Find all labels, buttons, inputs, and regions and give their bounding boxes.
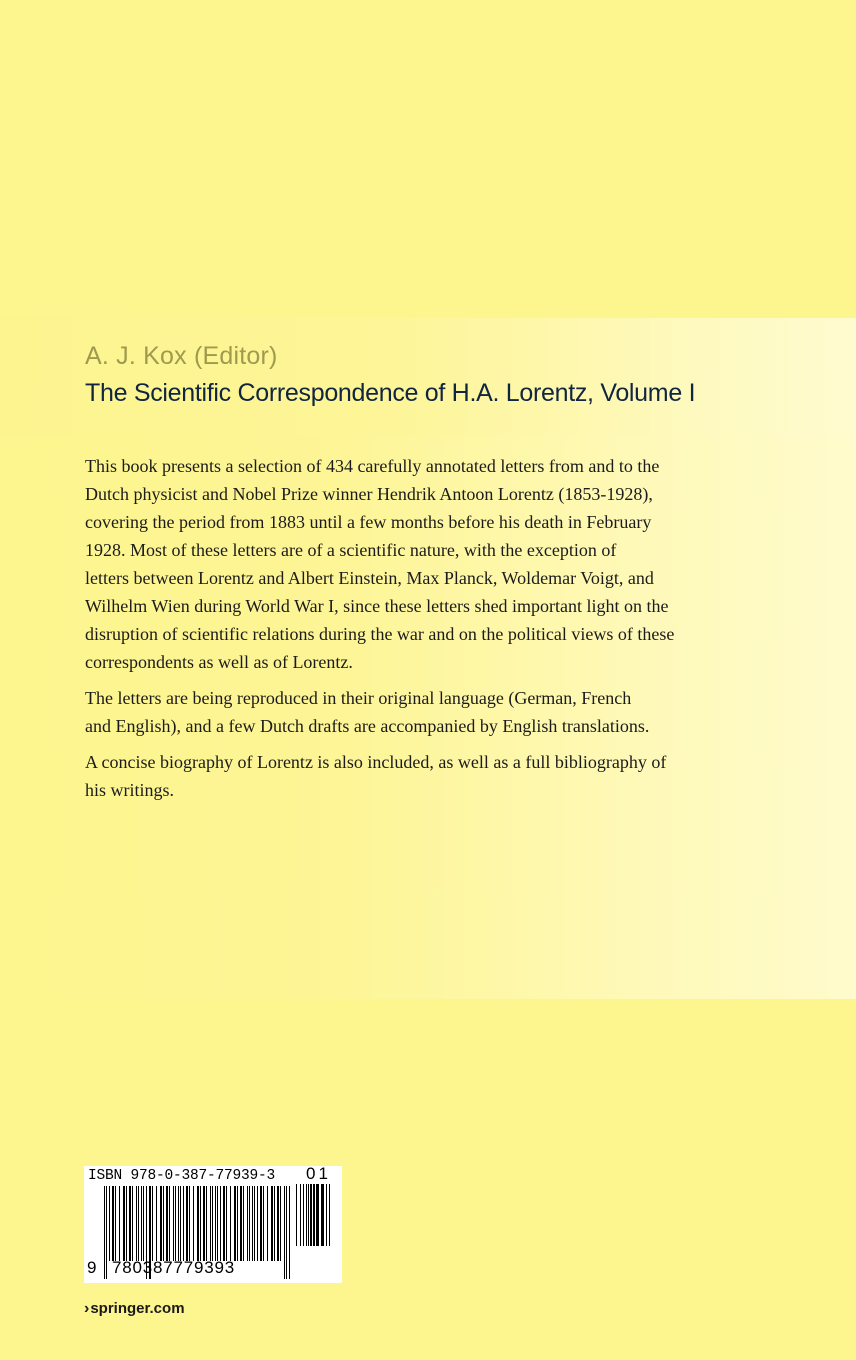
- barcode-digits: 780387779393: [112, 1258, 236, 1277]
- barcode-bar: [109, 1186, 110, 1261]
- barcode-bar: [240, 1186, 242, 1261]
- barcode-bar: [220, 1186, 221, 1261]
- barcode-bar: [316, 1184, 319, 1246]
- barcode-bar: [286, 1186, 287, 1279]
- barcode-bar: [200, 1186, 201, 1261]
- barcode-bar: [203, 1186, 205, 1261]
- barcode-bar: [249, 1186, 250, 1261]
- barcode-bar: [106, 1186, 107, 1279]
- barcode-bar: [300, 1184, 301, 1246]
- header-band: [0, 318, 856, 436]
- description-line: A concise biography of Lorentz is also included, as well as a full bibliography of: [85, 752, 667, 772]
- barcode-bar: [308, 1184, 309, 1246]
- description-line: Wilhelm Wien during World War I, since these letters shed important light on the: [85, 596, 669, 616]
- barcode-bar: [247, 1186, 248, 1261]
- barcode-bar: [234, 1186, 236, 1261]
- barcode-bar: [123, 1186, 125, 1261]
- description-line: Dutch physicist and Nobel Prize winner Hendrik Antoon Lorentz (1853-1928),: [85, 484, 653, 504]
- barcode-bar: [289, 1186, 290, 1279]
- barcode-bar: [230, 1186, 231, 1261]
- barcode-bar: [306, 1184, 307, 1246]
- description-line: This book presents a selection of 434 carefully annotated letters from and to the: [85, 456, 660, 476]
- barcode-first-digit: 9: [87, 1258, 97, 1277]
- description-line: The letters are being reproduced in their original language (German, French: [85, 688, 632, 708]
- barcode-bar: [104, 1186, 105, 1279]
- isbn-label: ISBN 978-0-387-77939-3: [88, 1168, 276, 1184]
- description-paragraph-2: [85, 684, 765, 740]
- barcode-bar: [252, 1186, 253, 1261]
- description-line: letters between Lorentz and Albert Einstein, Max Planck, Woldemar Voigt, and: [85, 568, 654, 588]
- barcode-bar: [173, 1186, 174, 1261]
- barcode-bar: [189, 1186, 190, 1261]
- barcode-bar: [180, 1186, 181, 1261]
- barcode-bar: [136, 1186, 137, 1261]
- barcode-bar: [257, 1186, 258, 1261]
- description-line: and English), and a few Dutch drafts are accompanied by English translations.: [85, 716, 650, 736]
- barcode-bar: [280, 1186, 281, 1261]
- description-line: covering the period from 1883 until a few months before his death in February: [85, 512, 652, 532]
- author-editor: A. J. Kox (Editor): [85, 342, 278, 370]
- barcode-bar: [263, 1186, 264, 1261]
- barcode-bar: [138, 1186, 139, 1261]
- barcode-bar: [126, 1186, 127, 1261]
- description-paragraph-3: [85, 748, 765, 804]
- barcode-bar: [178, 1186, 179, 1261]
- barcode-bar: [212, 1186, 213, 1261]
- description-line: his writings.: [85, 780, 175, 800]
- barcode-bar: [210, 1186, 211, 1261]
- barcode-bar: [310, 1184, 312, 1246]
- barcode-bar: [226, 1186, 227, 1261]
- barcode-bar: [183, 1186, 184, 1261]
- barcode-addon-bars: [296, 1184, 332, 1264]
- barcode-bar: [115, 1186, 116, 1261]
- barcode-bar: [193, 1186, 194, 1261]
- barcode-bar: [169, 1186, 170, 1261]
- barcode-bar: [143, 1186, 144, 1261]
- description-line: 1928. Most of these letters are of a scientific nature, with the exception of: [85, 540, 617, 560]
- barcode-bar: [296, 1184, 297, 1246]
- barcode-bar: [206, 1186, 207, 1261]
- barcode-bar: [284, 1186, 285, 1279]
- barcode-bar: [132, 1186, 133, 1261]
- isbn-barcode: [84, 1166, 342, 1283]
- barcode-bar: [186, 1186, 188, 1261]
- barcode-bar: [274, 1186, 275, 1261]
- publisher-site: springer.com: [90, 1300, 185, 1317]
- barcode-bar: [112, 1186, 114, 1261]
- chevron-right-icon: ›: [84, 1300, 90, 1317]
- barcode-bar: [197, 1186, 199, 1261]
- barcode-bar: [163, 1186, 164, 1261]
- barcode-bar: [217, 1186, 218, 1261]
- barcode-bar: [156, 1186, 157, 1261]
- barcode-bar: [329, 1184, 330, 1246]
- barcode-bar: [141, 1186, 142, 1261]
- barcode-bar: [277, 1186, 279, 1261]
- barcode-bar: [303, 1184, 304, 1246]
- barcode-bar: [243, 1186, 244, 1261]
- barcode-bar: [237, 1186, 238, 1261]
- barcode-addon-digits: 01: [306, 1164, 331, 1183]
- barcode-bar: [129, 1186, 131, 1261]
- barcode-bar: [160, 1186, 162, 1261]
- barcode-bar: [321, 1184, 324, 1246]
- barcode-bar: [215, 1186, 216, 1261]
- barcode-bar: [166, 1186, 168, 1261]
- description-line: correspondents as well as of Lorentz.: [85, 652, 353, 672]
- barcode-bar: [254, 1186, 255, 1261]
- book-description: [85, 452, 765, 812]
- barcode-bar: [326, 1184, 327, 1246]
- barcode-bar: [267, 1186, 268, 1261]
- barcode-bar: [119, 1186, 120, 1261]
- book-title: The Scientific Correspondence of H.A. Lorentz, Volume I: [85, 379, 696, 407]
- description-line: disruption of scientific relations during the war and on the political views of these: [85, 624, 675, 644]
- publisher-link[interactable]: [84, 1300, 185, 1318]
- barcode-bar: [175, 1186, 176, 1261]
- barcode-bar: [271, 1186, 273, 1261]
- barcode-bar: [260, 1186, 262, 1261]
- description-paragraph-1: [85, 452, 765, 676]
- barcode-bar: [313, 1184, 315, 1246]
- barcode-bar: [152, 1186, 153, 1261]
- barcode-bar: [223, 1186, 225, 1261]
